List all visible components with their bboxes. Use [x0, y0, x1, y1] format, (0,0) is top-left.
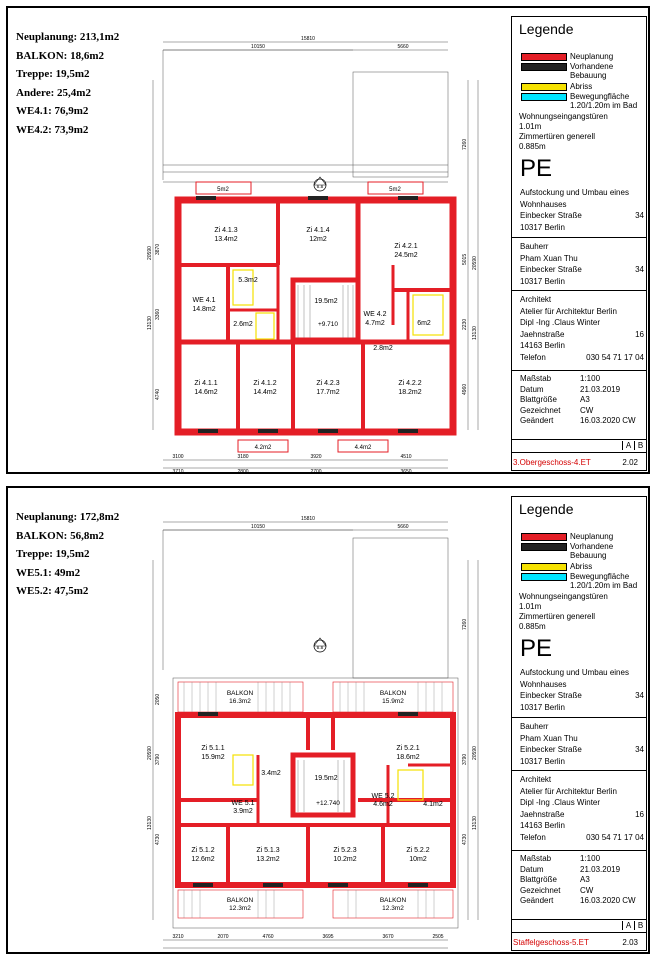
balcony-name: BALKON — [226, 897, 254, 904]
project-line: Wohnhauses — [520, 679, 567, 689]
dim-label: 13130 — [472, 326, 478, 340]
client-number: 34 — [635, 745, 644, 754]
swatch-abriss — [521, 83, 567, 91]
rev-b: B — [634, 921, 646, 930]
room-area: 3.9m2 — [233, 808, 253, 815]
legend-label: Neuplanung — [570, 52, 614, 61]
dim-label: 4730 — [462, 833, 468, 845]
client-name: Pham Xuan Thu — [520, 253, 578, 263]
phone-number: 030 54 71 17 04 — [586, 352, 644, 362]
architect-line: Atelier für Architektur Berlin — [520, 786, 617, 796]
divider — [512, 919, 646, 920]
phone-number: 030 54 71 17 04 — [586, 832, 644, 842]
architect-city: 14163 Berlin — [520, 341, 565, 350]
room-area: 14.4m2 — [253, 389, 277, 396]
legend-label: Vorhandene Bebauung — [570, 62, 614, 80]
project-street-row — [520, 210, 644, 222]
dim-label: 4760 — [262, 934, 274, 940]
architect-number: 16 — [635, 329, 644, 339]
dim-label: 4730 — [155, 833, 161, 845]
room-area: 10m2 — [409, 856, 427, 863]
balcony-area: 15.9m2 — [382, 698, 404, 705]
room-name: Zi 4.1.2 — [253, 380, 277, 387]
client-city: 10317 Berlin — [520, 276, 565, 286]
room-area: 4.1m2 — [423, 801, 443, 808]
architect-line: Atelier für Architektur Berlin — [520, 306, 617, 316]
room-area: 2.8m2 — [373, 345, 393, 352]
divider — [512, 770, 646, 771]
dim-label: 20590 — [147, 246, 153, 260]
architect-street-row — [520, 329, 644, 341]
meta-value: 21.03.2019 — [580, 384, 621, 394]
summary-line: BALKON: 18,6m2 — [16, 49, 104, 62]
architect-title: Architekt — [520, 295, 552, 304]
room-name: Zi 5.1.2 — [191, 847, 215, 854]
dim-label: 4740 — [155, 388, 161, 400]
drawing-sheet-2 — [6, 486, 650, 954]
section-marker-label: B-B — [316, 184, 324, 189]
legend-label: Bewegungfläche 1.20/1.20m im Bad — [570, 92, 638, 110]
summary-line: WE5.2: 47,5m2 — [16, 585, 89, 597]
divider — [512, 439, 646, 440]
dim-label: 7260 — [462, 618, 468, 630]
swatch-neuplanung — [521, 533, 567, 541]
balcony-area: 12.3m2 — [382, 905, 404, 912]
room-area: 5.3m2 — [238, 277, 258, 284]
summary-line: WE5.1: 49m2 — [16, 566, 81, 579]
legend-label: Vorhandene Bebauung — [570, 542, 614, 560]
dim-label: 3180 — [237, 454, 249, 460]
room-area: 10.2m2 — [333, 856, 357, 863]
floor-plan — [147, 20, 493, 475]
summary-line: WE4.2: 73,9m2 — [16, 123, 89, 136]
room-area: 3.4m2 — [261, 770, 281, 777]
dim-label: 15810 — [301, 36, 315, 42]
room-area: 18.2m2 — [398, 389, 422, 396]
revision-columns — [622, 441, 646, 450]
legend-panel — [511, 496, 647, 951]
room-name: Zi 4.2.1 — [394, 243, 418, 250]
meta-value: A3 — [580, 395, 590, 404]
legend-note: 1.01m — [519, 602, 542, 611]
room-name: Zi 4.1.3 — [214, 227, 238, 234]
swatch-bewegung — [521, 93, 567, 101]
client-info — [520, 241, 644, 287]
architect-title: Architekt — [520, 775, 552, 784]
divider — [512, 452, 646, 453]
project-line: Aufstockung und Umbau eines — [520, 668, 629, 677]
room-area: 24.5m2 — [394, 252, 418, 259]
dim-label: 10150 — [251, 524, 265, 530]
meta-key: Blattgröße — [520, 875, 557, 884]
client-street-row — [520, 744, 644, 756]
balcony-name: BALKON — [226, 690, 254, 697]
summary-line: Andere: 25,4m2 — [16, 86, 91, 99]
rev-b: B — [634, 441, 646, 450]
dim-label: 3920 — [310, 454, 322, 460]
legend-note: 0.885m — [519, 142, 546, 151]
dim-label: 13130 — [147, 816, 153, 830]
divider — [512, 370, 646, 371]
meta-key: Datum — [520, 384, 544, 394]
room-name: WE 4.2 — [363, 311, 387, 318]
swatch-vorhandene — [521, 543, 567, 551]
architect-info — [520, 774, 644, 843]
project-line: Aufstockung und Umbau eines — [520, 188, 629, 197]
dim-label: 2050 — [155, 693, 161, 705]
drawing-meta — [520, 854, 636, 907]
sheet-number: 2.03 — [622, 938, 638, 947]
floor-plan — [148, 500, 493, 952]
dim-label: 13130 — [147, 316, 153, 330]
divider — [512, 290, 646, 291]
dim-label: 2230 — [462, 318, 468, 330]
dim-label: 2070 — [217, 934, 229, 940]
room-name: WE 4.1 — [192, 297, 216, 304]
divider — [512, 717, 646, 718]
dim-label: 3790 — [155, 753, 161, 765]
room-name: Zi 4.1.4 — [306, 227, 330, 234]
legend-title: Legende — [519, 21, 574, 37]
sheet-number: 2.02 — [622, 458, 638, 467]
room-area: 19.5m2 — [314, 775, 338, 782]
legend-label: Abriss — [570, 82, 593, 91]
summary-line: Neuplanung: 213,1m2 — [16, 31, 120, 43]
summary-line: Treppe: 19,5m2 — [16, 68, 90, 80]
architect-line: Dipl -Ing .Claus Winter — [520, 798, 601, 807]
project-line: Wohnhauses — [520, 199, 567, 209]
legend-note: Wohnungseingangstüren — [519, 112, 608, 121]
dim-label: 5660 — [397, 44, 409, 50]
sheet-title: Staffelgeschoss-5.ET — [513, 938, 589, 947]
dim-label: 3100 — [172, 454, 184, 460]
room-area: 4.7m2 — [365, 320, 385, 327]
meta-key: Gezeichnet — [520, 405, 561, 415]
project-city: 10317 Berlin — [520, 702, 565, 712]
room-area: 17.7m2 — [316, 389, 340, 396]
room-name: Zi 4.2.3 — [316, 380, 340, 387]
balcony-area: 4.2m2 — [254, 445, 272, 451]
area-summary — [16, 508, 119, 601]
meta-value: CW — [580, 885, 594, 895]
revision-columns — [622, 921, 646, 930]
room-area: 13.4m2 — [214, 236, 238, 243]
meta-key: Blattgröße — [520, 395, 557, 404]
legend-label: Bewegungfläche 1.20/1.20m im Bad — [570, 572, 638, 590]
phone-label: Telefon — [520, 832, 546, 842]
dim-label: 4960 — [462, 383, 468, 395]
meta-key: Maßstab — [520, 374, 552, 383]
balcony-area: 5m2 — [389, 187, 401, 193]
room-area: 15.9m2 — [201, 754, 225, 761]
client-street: Einbecker Straße — [520, 265, 582, 274]
project-street-row — [520, 690, 644, 702]
rev-a: A — [622, 921, 634, 930]
dim-label: 3210 — [172, 934, 184, 940]
legend-note: Zimmertüren generell — [519, 612, 596, 621]
meta-key: Gezeichnet — [520, 885, 561, 895]
meta-value: 21.03.2019 — [580, 864, 621, 874]
room-area: 19.5m2 — [314, 298, 338, 305]
client-street-row — [520, 264, 644, 276]
architect-phone-row — [520, 832, 644, 844]
balcony-name: BALKON — [379, 690, 407, 697]
divider — [512, 850, 646, 851]
room-area: 6m2 — [417, 320, 431, 327]
dim-label: 5015 — [462, 253, 468, 265]
meta-key: Datum — [520, 864, 544, 874]
dim-label: 5660 — [397, 524, 409, 530]
dim-label: 2505 — [432, 934, 444, 940]
dim-label: 4510 — [400, 454, 412, 460]
dim-label: 3670 — [382, 934, 394, 940]
balcony-area: 16.3m2 — [229, 698, 251, 705]
summary-line: WE4.1: 76,9m2 — [16, 105, 89, 117]
meta-value: 1:100 — [580, 374, 601, 383]
divider — [512, 932, 646, 933]
area-summary — [16, 28, 119, 139]
client-title: Bauherr — [520, 242, 549, 251]
room-area: 12m2 — [309, 236, 327, 243]
divider — [512, 237, 646, 238]
room-area: 12.6m2 — [191, 856, 215, 863]
client-name: Pham Xuan Thu — [520, 733, 578, 743]
architect-info — [520, 294, 644, 363]
meta-value: 16.03.2020 CW — [580, 416, 636, 425]
dim-label: 3695 — [322, 934, 334, 940]
architect-street: Jaehnstraße — [520, 809, 565, 819]
project-info — [520, 187, 644, 233]
legend-panel — [511, 16, 647, 471]
meta-key: Geändert — [520, 416, 554, 425]
room-name: Zi 5.2.1 — [396, 745, 420, 752]
room-area: 14.8m2 — [192, 306, 216, 313]
meta-value: A3 — [580, 875, 590, 884]
legend-note: Wohnungseingangstüren — [519, 592, 608, 601]
sheet-title: 3.Obergeschoss-4.ET — [513, 458, 591, 467]
dim-label: 20590 — [472, 256, 478, 270]
project-street: Einbecker Straße — [520, 691, 582, 700]
room-name: Zi 5.2.2 — [406, 847, 430, 854]
drawing-sheet-1 — [6, 6, 650, 474]
dim-label: 20590 — [147, 746, 153, 760]
architect-number: 16 — [635, 809, 644, 819]
legend-title: Legende — [519, 501, 574, 517]
dim-label: 3650 — [400, 469, 412, 475]
meta-value: CW — [580, 405, 594, 415]
dim-label: 10150 — [251, 44, 265, 50]
meta-key: Geändert — [520, 896, 554, 905]
room-area: 13.2m2 — [256, 856, 280, 863]
project-number: 34 — [635, 691, 644, 700]
dim-label: 3710 — [172, 469, 184, 475]
balcony-area: 4.4m2 — [354, 445, 372, 451]
balcony-area: 12.3m2 — [229, 905, 251, 912]
dim-label: 13130 — [472, 816, 478, 830]
meta-value: 1:100 — [580, 854, 601, 863]
architect-city: 14163 Berlin — [520, 821, 565, 830]
meta-value: 16.03.2020 CW — [580, 896, 636, 905]
room-area: 2.6m2 — [233, 321, 253, 328]
dim-label: 2700 — [310, 469, 322, 475]
project-street: Einbecker Straße — [520, 211, 582, 220]
room-name: Zi 5.2.3 — [333, 847, 357, 854]
dim-label: 3360 — [155, 308, 161, 320]
level-mark: +12.740 — [316, 800, 340, 807]
dim-label: 3870 — [155, 243, 161, 255]
meta-key: Maßstab — [520, 854, 552, 863]
client-city: 10317 Berlin — [520, 756, 565, 766]
summary-line: BALKON: 56,8m2 — [16, 529, 104, 542]
room-name: WE 5.1 — [231, 800, 255, 807]
balcony-area: 5m2 — [217, 187, 229, 193]
phone-label: Telefon — [520, 352, 546, 362]
client-info — [520, 721, 644, 767]
summary-line: Neuplanung: 172,8m2 — [16, 511, 120, 523]
section-marker-label: B-B — [316, 645, 324, 650]
architect-street-row — [520, 809, 644, 821]
project-number: 34 — [635, 211, 644, 220]
legend-note: 1.01m — [519, 122, 542, 131]
legend-note: Zimmertüren generell — [519, 132, 596, 141]
balcony-name: BALKON — [379, 897, 407, 904]
swatch-abriss — [521, 563, 567, 571]
dim-label: 3790 — [462, 753, 468, 765]
client-street: Einbecker Straße — [520, 745, 582, 754]
room-name: WE 5.2 — [371, 793, 395, 800]
level-mark: +9.710 — [317, 321, 339, 328]
dim-label: 20590 — [472, 746, 478, 760]
legend-label: Abriss — [570, 562, 593, 571]
summary-line: Treppe: 19,5m2 — [16, 548, 90, 560]
architect-phone-row — [520, 352, 644, 364]
dim-label: 15810 — [301, 516, 315, 522]
project-city: 10317 Berlin — [520, 222, 565, 232]
architect-street: Jaehnstraße — [520, 329, 565, 339]
swatch-vorhandene — [521, 63, 567, 71]
legend-label: Neuplanung — [570, 532, 614, 541]
room-area: 18.6m2 — [396, 754, 420, 761]
room-area: 14.6m2 — [194, 389, 218, 396]
swatch-bewegung — [521, 573, 567, 581]
office-logo: PE — [520, 155, 553, 182]
dim-label: 7260 — [462, 138, 468, 150]
dim-label: 2800 — [237, 469, 249, 475]
room-name: Zi 4.2.2 — [398, 380, 422, 387]
room-name: Zi 5.1.3 — [256, 847, 280, 854]
room-name: Zi 5.1.1 — [201, 745, 225, 752]
room-name: Zi 4.1.1 — [194, 380, 218, 387]
legend-note: 0.885m — [519, 622, 546, 631]
room-area: 4.6m2 — [373, 801, 393, 808]
office-logo: PE — [520, 635, 553, 662]
drawing-meta — [520, 374, 636, 427]
swatch-neuplanung — [521, 53, 567, 61]
architect-line: Dipl -Ing .Claus Winter — [520, 318, 601, 327]
rev-a: A — [622, 441, 634, 450]
client-number: 34 — [635, 265, 644, 274]
client-title: Bauherr — [520, 722, 549, 731]
project-info — [520, 667, 644, 713]
